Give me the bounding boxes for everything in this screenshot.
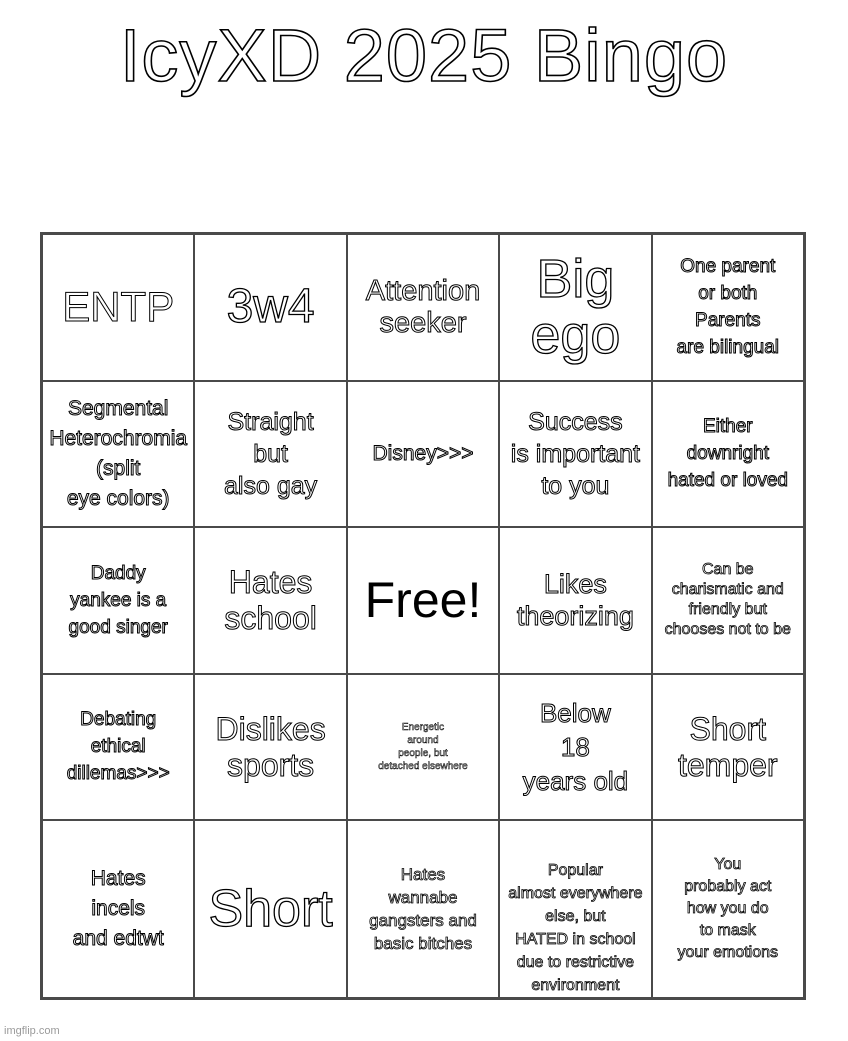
bingo-cell-label: Hates school [224, 564, 317, 637]
bingo-cell-label: Debating ethical dillemas>>> [66, 709, 170, 785]
bingo-cell-label: Short [208, 880, 333, 938]
bingo-cell[interactable] [42, 527, 194, 674]
bingo-cell[interactable] [194, 381, 346, 528]
bingo-cell-label: Disney>>> [372, 441, 474, 465]
bingo-cell-label: Success is important to you [510, 407, 640, 500]
bingo-cell[interactable] [652, 381, 804, 528]
bingo-cell[interactable] [499, 674, 651, 821]
bingo-cell-label: Popular almost everywhere else, but HATED in school due to restrictive environment [508, 862, 643, 994]
bingo-cell-label: Dislikes sports [215, 710, 326, 783]
bingo-cell[interactable] [347, 820, 499, 998]
bingo-cell-label: Hates wannabe gangsters and basic bitches [369, 865, 477, 953]
free-space-cell[interactable] [347, 527, 499, 674]
bingo-cell-label: Can be charismatic and friendly but chooses not to be [664, 561, 791, 639]
bingo-cell[interactable] [42, 674, 194, 821]
page-title: IcyXD 2025 Bingo [119, 14, 729, 97]
bingo-cell-label: You probably act how you do to mask your emotions [677, 856, 779, 961]
bingo-cell[interactable] [42, 820, 194, 998]
bingo-cell-label: Big ego [530, 249, 621, 366]
bingo-cell-label: Daddy yankee is a good singer [68, 562, 168, 638]
bingo-cell-label: Straight but also gay [224, 407, 318, 500]
bingo-cell[interactable] [499, 234, 651, 381]
bingo-cell[interactable] [42, 381, 194, 528]
bingo-cell[interactable] [499, 527, 651, 674]
bingo-cell-label: Likes theorizing [516, 569, 634, 632]
bingo-cell[interactable] [652, 234, 804, 381]
bingo-cell[interactable] [42, 234, 194, 381]
bingo-cell[interactable] [652, 820, 804, 998]
watermark: imgflip.com [4, 1025, 60, 1037]
free-space-label: Free! [364, 572, 482, 629]
bingo-cell[interactable] [499, 381, 651, 528]
bingo-cell[interactable] [194, 820, 346, 998]
bingo-cell[interactable] [194, 527, 346, 674]
bingo-cell-label: 3w4 [226, 280, 315, 334]
bingo-cell-label: Hates incels and edtwt [72, 867, 164, 950]
bingo-cell-label: ENTP [62, 283, 175, 331]
bingo-cell[interactable] [347, 381, 499, 528]
bingo-cell[interactable] [499, 820, 651, 998]
bingo-cell[interactable] [347, 674, 499, 821]
bingo-cell-label: Energetic around people, but detached elsewhere [378, 721, 468, 772]
bingo-cell-label: Segmental Heterochromia (split eye colors) [49, 396, 188, 510]
bingo-cell[interactable] [652, 527, 804, 674]
bingo-cell-label: Below 18 years old [522, 697, 629, 796]
bingo-board [40, 232, 806, 1000]
bingo-cell[interactable] [652, 674, 804, 821]
bingo-cell[interactable] [194, 234, 346, 381]
bingo-cell-label: Short temper [677, 710, 778, 783]
bingo-cell-label: Either downright hated or loved [667, 416, 788, 492]
bingo-cell-label: Attention seeker [365, 275, 481, 340]
bingo-cell[interactable] [347, 234, 499, 381]
bingo-cell-label: One parent or both Parents are bilingual [676, 256, 780, 359]
bingo-cell[interactable] [194, 674, 346, 821]
